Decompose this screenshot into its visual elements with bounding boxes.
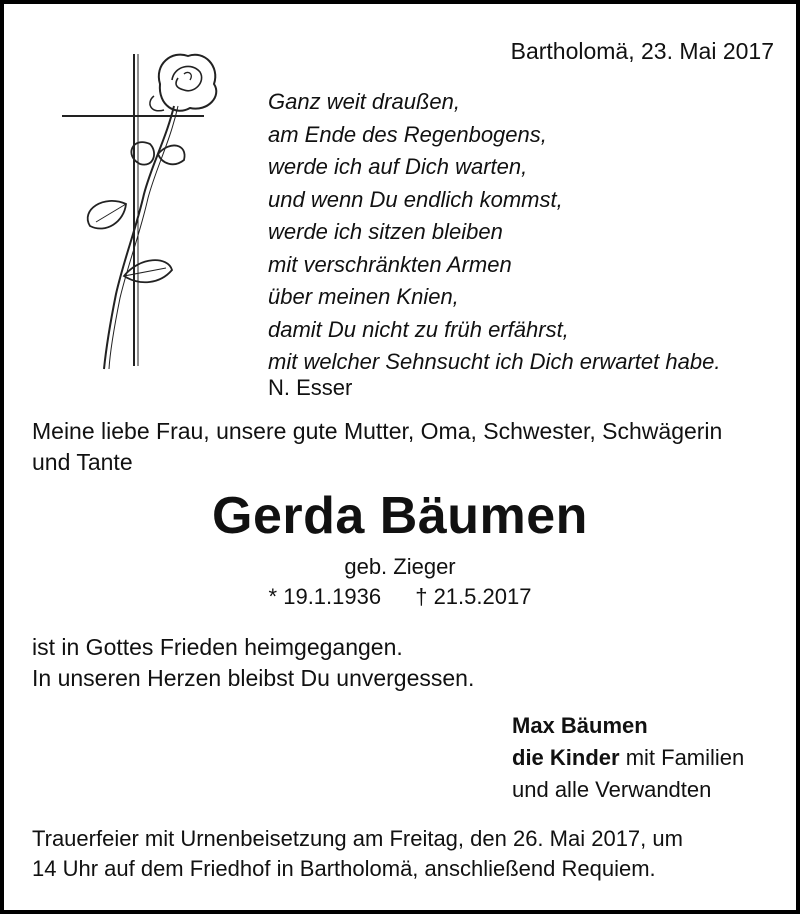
- mourner-relatives: und alle Verwandten: [512, 777, 712, 802]
- mourner-children: die Kinder: [512, 745, 620, 770]
- farewell-message: [32, 632, 474, 694]
- intro-line: Meine liebe Frau, unsere gute Mutter, Oma, Schwester, Schwägerin: [32, 418, 723, 444]
- message-line: ist in Gottes Frieden heimgegangen.: [32, 634, 403, 660]
- birth-date: * 19.1.1936: [268, 584, 382, 609]
- mourner-spouse: Max Bäumen: [512, 713, 648, 738]
- intro-text: [32, 416, 722, 478]
- death-date: † 21.5.2017: [415, 584, 532, 609]
- poem-line: Ganz weit draußen,: [268, 89, 460, 114]
- poem-line: werde ich auf Dich warten,: [268, 154, 528, 179]
- poem-line: und wenn Du endlich kommst,: [268, 186, 563, 212]
- poem-author: N. Esser: [268, 375, 353, 400]
- funeral-line: Trauerfeier mit Urnenbeisetzung am Freitag, den 26. Mai 2017, um: [32, 826, 683, 851]
- poem-line: mit verschränkten Armen: [268, 251, 512, 277]
- message-line: In unseren Herzen bleibst Du unvergessen.: [32, 665, 475, 691]
- funeral-line: 14 Uhr auf dem Friedhof in Bartholomä, anschließend Requiem.: [32, 856, 656, 881]
- poem-line: mit welcher Sehnsucht ich Dich erwartet habe.: [268, 349, 721, 374]
- cross-rose-illustration: [54, 44, 234, 374]
- funeral-notice: [32, 824, 683, 884]
- mourner-children-rest: mit Familien: [619, 745, 745, 770]
- mourners: [512, 710, 744, 806]
- place-date: Bartholomä, 23. Mai 2017: [510, 38, 774, 64]
- poem-line: über meinen Knien,: [268, 284, 459, 309]
- deceased-name: Gerda Bäumen: [212, 487, 588, 545]
- poem-line: werde ich sitzen bleiben: [268, 219, 503, 244]
- intro-line: und Tante: [32, 449, 133, 475]
- poem-line: am Ende des Regenbogens,: [268, 121, 547, 147]
- maiden-name: geb. Zieger: [344, 554, 456, 579]
- life-dates: [4, 584, 796, 610]
- poem-line: damit Du nicht zu früh erfährst,: [268, 316, 569, 342]
- poem: [268, 86, 720, 379]
